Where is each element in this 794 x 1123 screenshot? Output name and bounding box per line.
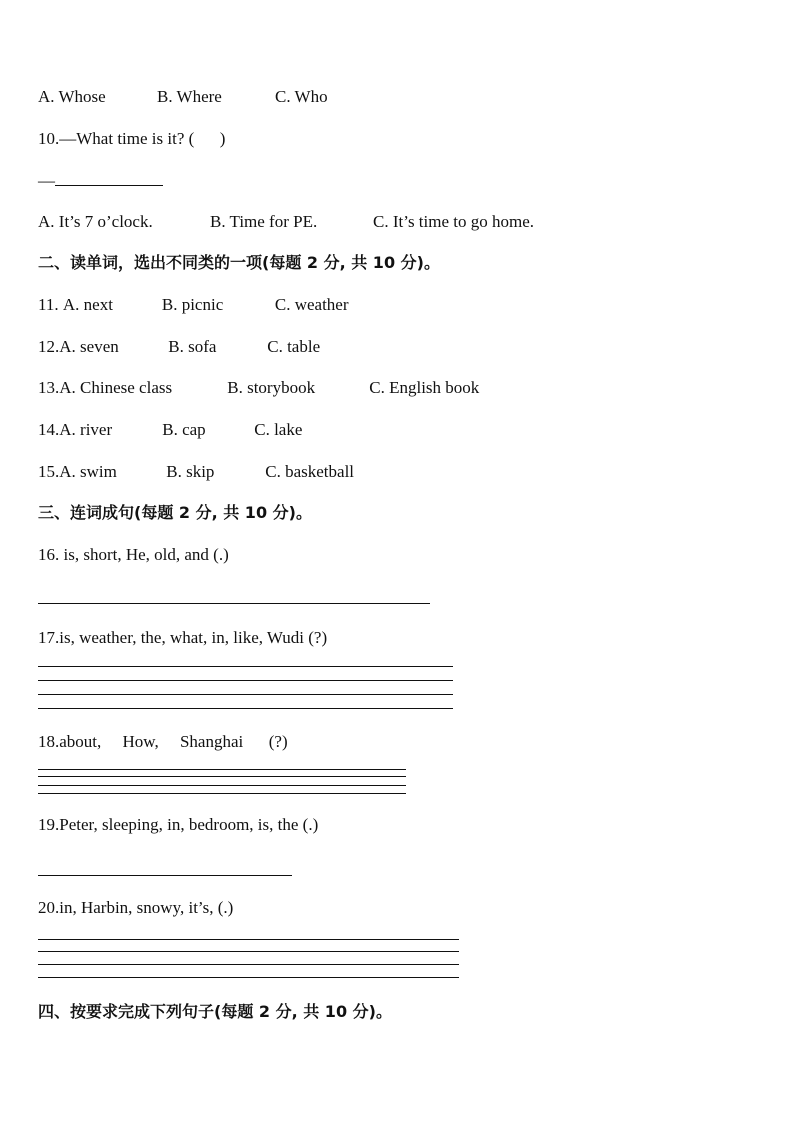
q14-option-a: A. river [59,420,113,439]
q10-answer-line [38,171,163,191]
q16-answer-line [38,603,430,604]
q12 [38,337,320,357]
q11 [38,295,349,315]
section3-heading: 三、连词成句(每题 2 分, 共 10 分)。 [38,503,312,522]
q9-option-c: C. Who [275,87,328,106]
q9-option-b: B. Where [157,87,222,106]
q10-option-a: A. It’s 7 o’clock. [38,212,153,231]
q13-option-a: A. Chinese class [59,378,173,397]
q20-answer-line [38,977,459,978]
q20: 20.in, Harbin, snowy, it’s, (.) [38,898,234,917]
q17-answer-line [38,708,453,709]
q19-answer-line [38,875,292,876]
q12-number: 12. [38,337,60,356]
q12-option-b: B. sofa [168,337,217,356]
q16: 16. is, short, He, old, and (.) [38,545,229,564]
q20-answer-line [38,951,459,952]
section2-heading: 二、读单词，选出不同类的一项(每题 2 分, 共 10 分)。 [38,253,440,272]
q10-blank [55,171,163,186]
q11-number: 11. [38,295,63,314]
q17: 17.is, weather, the, what, in, like, Wudi (?) [38,628,328,647]
q13-number: 13. [38,378,60,397]
q10-option-c: C. It’s time to go home. [373,212,535,231]
q11-option-a: A. next [62,295,113,314]
q12-option-c: C. table [267,337,321,356]
q17-answer-line [38,680,453,681]
q15-option-a: A. swim [59,462,117,481]
q13-option-c: C. English book [369,378,480,397]
q10-options [38,212,534,232]
q13-option-b: B. storybook [227,378,316,397]
q10-stem: 10.—What time is it? ( ) [38,129,226,148]
q11-option-b: B. picnic [161,295,224,314]
q20-answer-line [38,964,459,965]
q18-answer-line [38,776,406,777]
q14-option-c: C. lake [254,420,303,439]
q18: 18.about, How, Shanghai (?) [38,732,288,751]
q10-dash: — [38,171,55,190]
q14-number: 14. [38,420,60,439]
q10-option-b: B. Time for PE. [210,212,318,231]
q13 [38,378,479,398]
q9-options [38,87,328,107]
q15 [38,462,354,482]
q17-answer-line [38,666,453,667]
q14 [38,420,302,440]
q9-option-a: A. Whose [38,87,106,106]
q15-number: 15. [38,462,60,481]
q18-answer-line [38,793,406,794]
q18-answer-line [38,785,406,786]
q18-answer-line [38,769,406,770]
q12-option-a: A. seven [59,337,119,356]
q19: 19.Peter, sleeping, in, bedroom, is, the (.) [38,815,319,834]
q17-answer-line [38,694,453,695]
q14-option-b: B. cap [162,420,206,439]
q11-option-c: C. weather [274,295,349,314]
q20-answer-line [38,939,459,940]
q15-option-b: B. skip [166,462,215,481]
q15-option-c: C. basketball [265,462,355,481]
section4-heading: 四、按要求完成下列句子(每题 2 分, 共 10 分)。 [38,1002,392,1021]
